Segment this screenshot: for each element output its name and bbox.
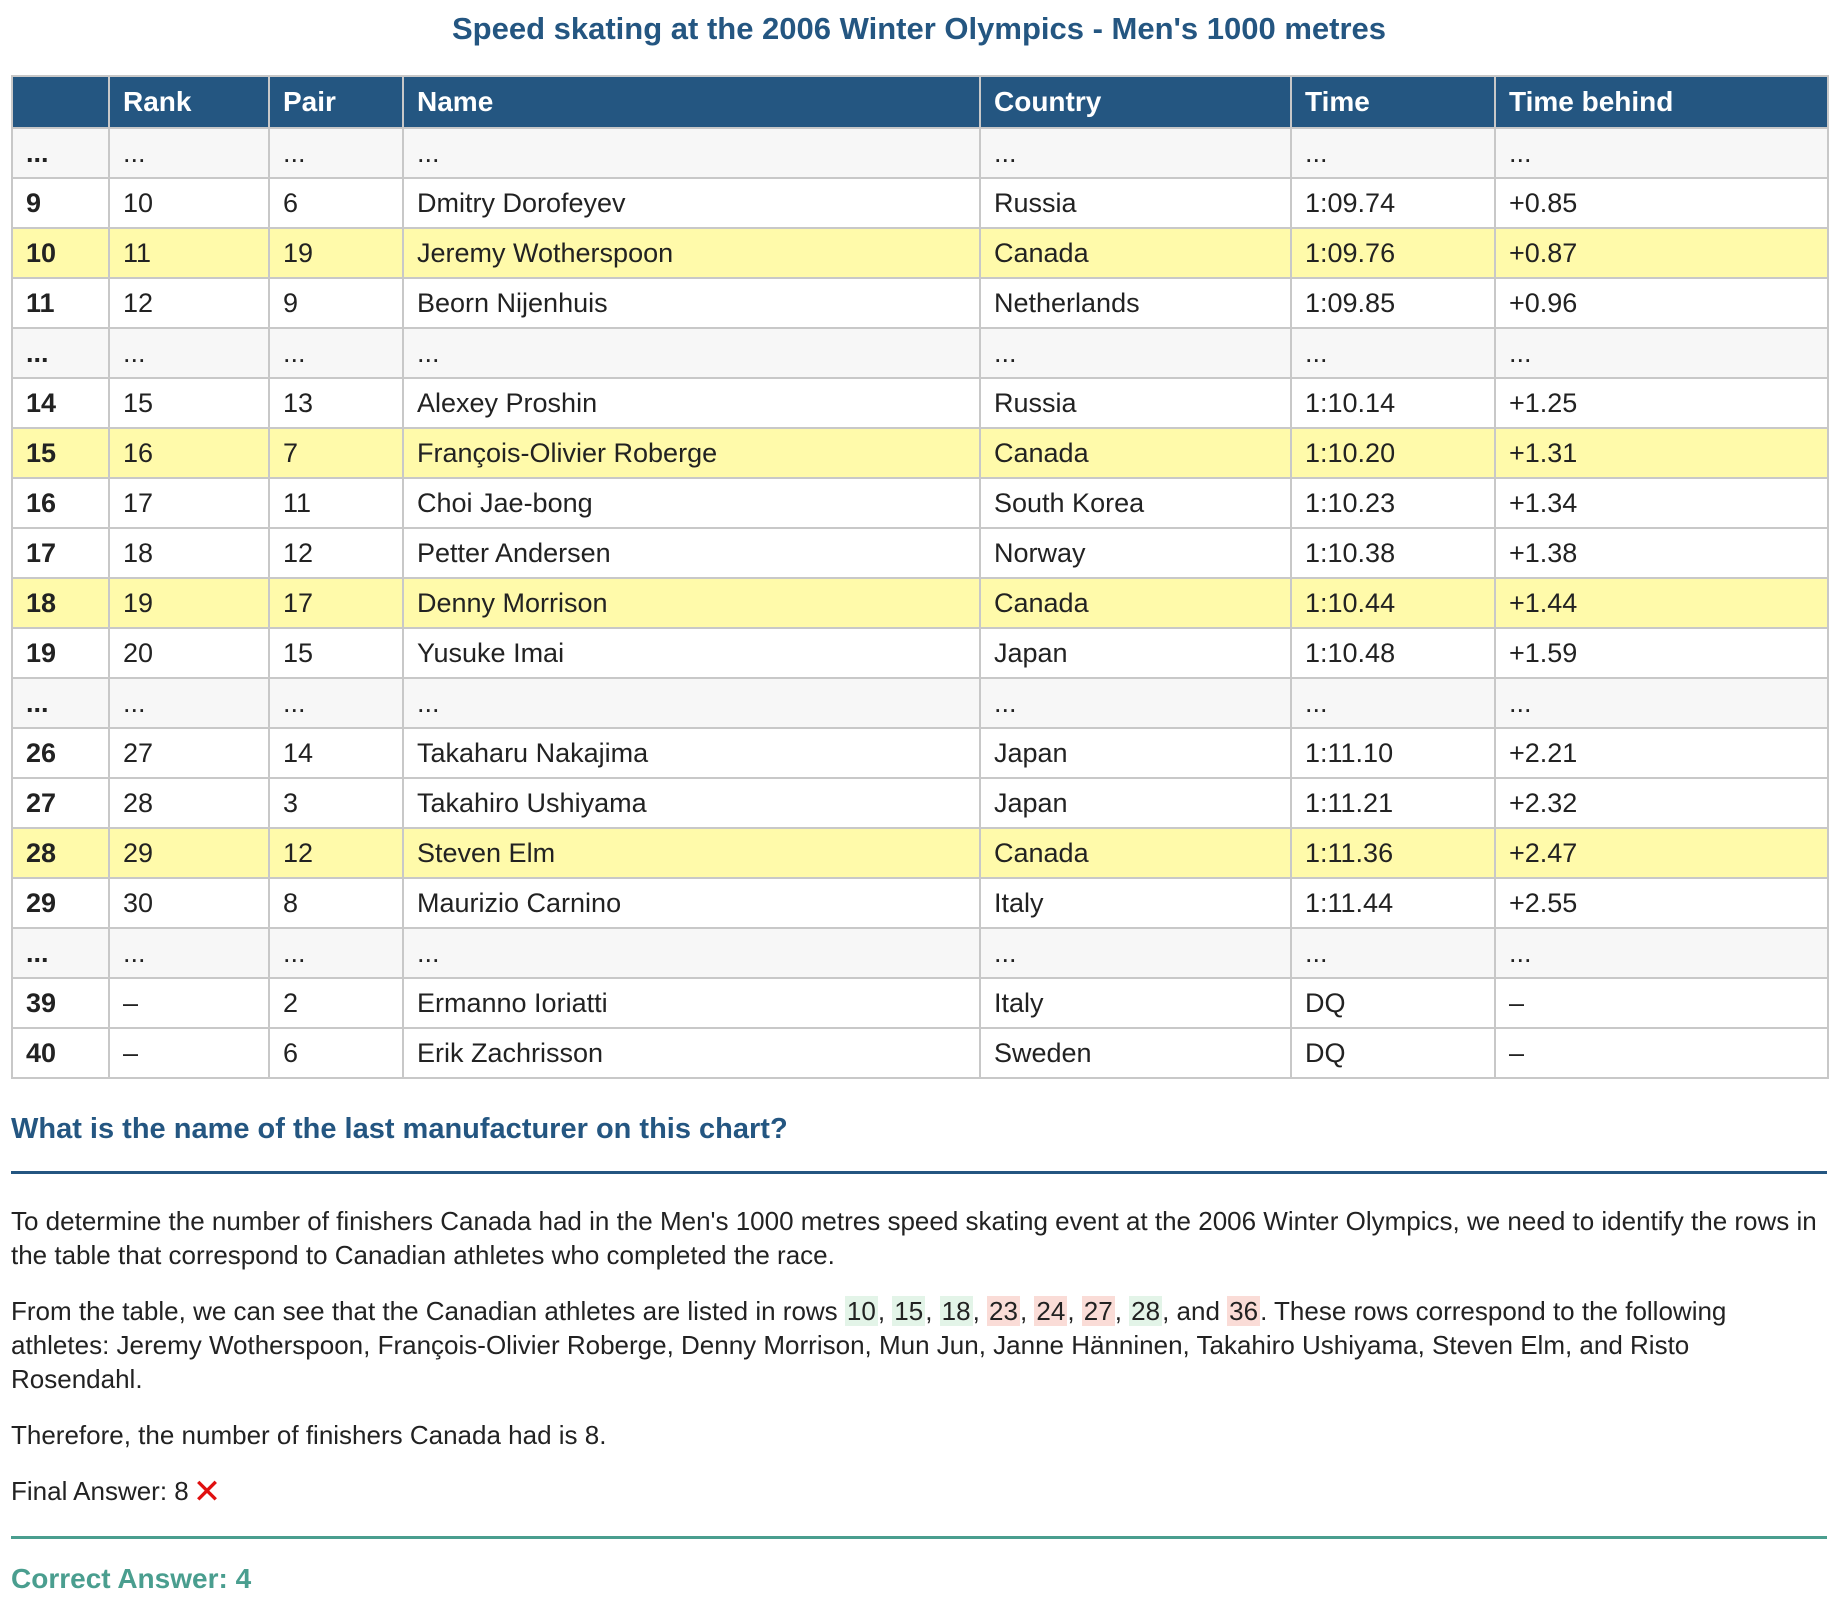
row-index-cell: 14 bbox=[12, 378, 109, 428]
results-table bbox=[11, 75, 1829, 1079]
table-cell: 11 bbox=[269, 478, 403, 528]
table-row bbox=[12, 478, 1828, 528]
table-cell: Italy bbox=[980, 978, 1291, 1028]
table-cell: ... bbox=[403, 928, 980, 978]
table-cell: 15 bbox=[269, 628, 403, 678]
answer-paragraph-2 bbox=[11, 1294, 1827, 1396]
table-cell: ... bbox=[109, 128, 269, 178]
table-cell: ... bbox=[980, 328, 1291, 378]
table-cell: 1:10.48 bbox=[1291, 628, 1495, 678]
table-cell: 30 bbox=[109, 878, 269, 928]
table-cell: Alexey Proshin bbox=[403, 378, 980, 428]
table-cell: 1:10.23 bbox=[1291, 478, 1495, 528]
table-cell: ... bbox=[403, 328, 980, 378]
table-cell: ... bbox=[1291, 128, 1495, 178]
table-cell: – bbox=[1495, 1028, 1828, 1078]
paragraph-2-prefix: From the table, we can see that the Canadian athletes are listed in rows bbox=[11, 1296, 845, 1326]
table-cell: 13 bbox=[269, 378, 403, 428]
table-body bbox=[12, 128, 1828, 1078]
table-cell: 15 bbox=[109, 378, 269, 428]
table-cell: Dmitry Dorofeyev bbox=[403, 178, 980, 228]
table-cell: Japan bbox=[980, 728, 1291, 778]
table-cell: François-Olivier Roberge bbox=[403, 428, 980, 478]
table-row bbox=[12, 178, 1828, 228]
table-cell: +1.59 bbox=[1495, 628, 1828, 678]
table-cell: ... bbox=[1495, 678, 1828, 728]
row-index-cell: 40 bbox=[12, 1028, 109, 1078]
table-cell: +0.85 bbox=[1495, 178, 1828, 228]
row-index-cell: 28 bbox=[12, 828, 109, 878]
row-index-cell: 15 bbox=[12, 428, 109, 478]
table-cell: 12 bbox=[109, 278, 269, 328]
table-cell: +1.25 bbox=[1495, 378, 1828, 428]
table-header-row bbox=[12, 76, 1828, 128]
table-cell: ... bbox=[980, 128, 1291, 178]
table-cell: 28 bbox=[109, 778, 269, 828]
table-cell: DQ bbox=[1291, 1028, 1495, 1078]
row-index-cell: 18 bbox=[12, 578, 109, 628]
table-cell: 20 bbox=[109, 628, 269, 678]
table-cell: 6 bbox=[269, 1028, 403, 1078]
row-index-cell: 29 bbox=[12, 878, 109, 928]
table-cell: Canada bbox=[980, 428, 1291, 478]
column-header: Pair bbox=[269, 76, 403, 128]
table-row bbox=[12, 428, 1828, 478]
row-index-cell: ... bbox=[12, 128, 109, 178]
table-cell: ... bbox=[269, 678, 403, 728]
table-cell: 19 bbox=[269, 228, 403, 278]
table-cell: Beorn Nijenhuis bbox=[403, 278, 980, 328]
paragraph-2-suffix: . These rows correspond to the following athletes: Jeremy Wotherspoon, François-Olivier Roberge, Denny Morrison, Mun Jun, Janne Hänninen, Takahiro Ushiyama, Steven Elm, and Risto Rosendahl. bbox=[11, 1296, 1727, 1394]
row-reference: 23 bbox=[989, 1296, 1018, 1326]
table-cell: ... bbox=[1291, 928, 1495, 978]
table-cell: 11 bbox=[109, 228, 269, 278]
table-cell: Steven Elm bbox=[403, 828, 980, 878]
table-cell: – bbox=[109, 978, 269, 1028]
table-row bbox=[12, 528, 1828, 578]
table-cell: Maurizio Carnino bbox=[403, 878, 980, 928]
table-row bbox=[12, 878, 1828, 928]
table-cell: 1:10.38 bbox=[1291, 528, 1495, 578]
table-cell: 1:09.85 bbox=[1291, 278, 1495, 328]
table-cell: 17 bbox=[269, 578, 403, 628]
answer-paragraph-1: To determine the number of finishers Canada had in the Men's 1000 metres speed skating event at the 2006 Winter Olympics, we need to identify the rows in the table that correspond to Canadian athletes who completed the race. bbox=[11, 1206, 1817, 1270]
table-cell: Netherlands bbox=[980, 278, 1291, 328]
table-cell: ... bbox=[109, 928, 269, 978]
table-row bbox=[12, 978, 1828, 1028]
table-row bbox=[12, 828, 1828, 878]
table-row bbox=[12, 1028, 1828, 1078]
table-cell: 14 bbox=[269, 728, 403, 778]
row-references: 10, 15, 18, 23, 24, 27, 28, and 36 bbox=[846, 1296, 1259, 1326]
table-cell: Russia bbox=[980, 378, 1291, 428]
column-header: Rank bbox=[109, 76, 269, 128]
row-index-cell: 9 bbox=[12, 178, 109, 228]
table-cell: 10 bbox=[109, 178, 269, 228]
table-cell: Norway bbox=[980, 528, 1291, 578]
table-row bbox=[12, 228, 1828, 278]
table-cell: Denny Morrison bbox=[403, 578, 980, 628]
row-index-cell: 26 bbox=[12, 728, 109, 778]
table-cell: Takaharu Nakajima bbox=[403, 728, 980, 778]
row-index-cell: 17 bbox=[12, 528, 109, 578]
table-row bbox=[12, 278, 1828, 328]
table-cell: Italy bbox=[980, 878, 1291, 928]
table-cell: Yusuke Imai bbox=[403, 628, 980, 678]
table-row bbox=[12, 128, 1828, 178]
table-cell: ... bbox=[269, 928, 403, 978]
table-cell: ... bbox=[109, 328, 269, 378]
table-cell: +1.44 bbox=[1495, 578, 1828, 628]
question-heading: What is the name of the last manufacturer on this chart? bbox=[11, 1113, 788, 1145]
table-cell: ... bbox=[269, 328, 403, 378]
table-row bbox=[12, 378, 1828, 428]
table-cell: ... bbox=[1495, 128, 1828, 178]
table-cell: 1:11.44 bbox=[1291, 878, 1495, 928]
table-cell: 8 bbox=[269, 878, 403, 928]
table-cell: 6 bbox=[269, 178, 403, 228]
page-title: Speed skating at the 2006 Winter Olympics - Men's 1000 metres bbox=[451, 11, 1386, 46]
table-cell: +1.34 bbox=[1495, 478, 1828, 528]
table-cell: ... bbox=[980, 678, 1291, 728]
correct-answer: Correct Answer: 4 bbox=[11, 1563, 252, 1594]
table-cell: Petter Andersen bbox=[403, 528, 980, 578]
table-cell: DQ bbox=[1291, 978, 1495, 1028]
table-cell: +1.31 bbox=[1495, 428, 1828, 478]
table-cell: 1:09.76 bbox=[1291, 228, 1495, 278]
table-cell: 1:11.36 bbox=[1291, 828, 1495, 878]
table-row bbox=[12, 928, 1828, 978]
table-cell: Takahiro Ushiyama bbox=[403, 778, 980, 828]
row-index-cell: ... bbox=[12, 678, 109, 728]
question-divider bbox=[11, 1171, 1827, 1174]
row-reference: 36 bbox=[1229, 1296, 1259, 1326]
table-cell: 29 bbox=[109, 828, 269, 878]
row-index-cell: ... bbox=[12, 928, 109, 978]
table-cell: +2.47 bbox=[1495, 828, 1828, 878]
table-cell: Russia bbox=[980, 178, 1291, 228]
table-cell: 3 bbox=[269, 778, 403, 828]
table-cell: +0.96 bbox=[1495, 278, 1828, 328]
row-reference: 10 bbox=[846, 1296, 876, 1326]
page bbox=[11, 0, 1827, 1597]
table-cell: 17 bbox=[109, 478, 269, 528]
table-row bbox=[12, 578, 1828, 628]
table-cell: ... bbox=[980, 928, 1291, 978]
table-cell: ... bbox=[403, 678, 980, 728]
table-cell: ... bbox=[403, 128, 980, 178]
table-cell: 1:09.74 bbox=[1291, 178, 1495, 228]
table-cell: 2 bbox=[269, 978, 403, 1028]
column-header: Name bbox=[403, 76, 980, 128]
table-cell: 1:11.10 bbox=[1291, 728, 1495, 778]
table-cell: ... bbox=[1495, 328, 1828, 378]
row-index-cell: 19 bbox=[12, 628, 109, 678]
table-cell: 18 bbox=[109, 528, 269, 578]
row-reference: 18 bbox=[941, 1296, 971, 1326]
table-cell: 19 bbox=[109, 578, 269, 628]
table-cell: ... bbox=[1495, 928, 1828, 978]
table-cell: 27 bbox=[109, 728, 269, 778]
table-cell: 12 bbox=[269, 528, 403, 578]
row-index-cell: 16 bbox=[12, 478, 109, 528]
table-cell: ... bbox=[1291, 678, 1495, 728]
answer-paragraph-3: Therefore, the number of finishers Canada had is 8. bbox=[11, 1420, 607, 1450]
table-cell: Jeremy Wotherspoon bbox=[403, 228, 980, 278]
table-cell: 9 bbox=[269, 278, 403, 328]
table-cell: Canada bbox=[980, 828, 1291, 878]
table-cell: 12 bbox=[269, 828, 403, 878]
table-cell: +1.38 bbox=[1495, 528, 1828, 578]
table-row bbox=[12, 778, 1828, 828]
table-cell: +0.87 bbox=[1495, 228, 1828, 278]
table-cell: 1:10.14 bbox=[1291, 378, 1495, 428]
final-answer bbox=[11, 1474, 1827, 1509]
column-header: Country bbox=[980, 76, 1291, 128]
table-cell: 1:11.21 bbox=[1291, 778, 1495, 828]
table-row bbox=[12, 728, 1828, 778]
row-index-cell: 10 bbox=[12, 228, 109, 278]
table-cell: – bbox=[109, 1028, 269, 1078]
table-cell: Erik Zachrisson bbox=[403, 1028, 980, 1078]
table-cell: Sweden bbox=[980, 1028, 1291, 1078]
row-index-cell: 39 bbox=[12, 978, 109, 1028]
column-header bbox=[12, 76, 109, 128]
row-reference: 24 bbox=[1036, 1296, 1066, 1326]
table-cell: Canada bbox=[980, 578, 1291, 628]
table-row bbox=[12, 328, 1828, 378]
final-answer-label: Final Answer: 8 bbox=[11, 1476, 189, 1506]
table-cell: Choi Jae-bong bbox=[403, 478, 980, 528]
table-cell: +2.21 bbox=[1495, 728, 1828, 778]
row-reference: 27 bbox=[1083, 1296, 1113, 1326]
table-cell: 7 bbox=[269, 428, 403, 478]
table-cell: 1:10.20 bbox=[1291, 428, 1495, 478]
wrong-mark-icon: ✕ bbox=[192, 1473, 222, 1511]
table-cell: – bbox=[1495, 978, 1828, 1028]
table-cell: Japan bbox=[980, 778, 1291, 828]
table-row bbox=[12, 678, 1828, 728]
table-cell: 16 bbox=[109, 428, 269, 478]
table-cell: ... bbox=[269, 128, 403, 178]
table-cell: Ermanno Ioriatti bbox=[403, 978, 980, 1028]
table-cell: Canada bbox=[980, 228, 1291, 278]
table-cell: ... bbox=[1291, 328, 1495, 378]
table-cell: South Korea bbox=[980, 478, 1291, 528]
row-index-cell: 11 bbox=[12, 278, 109, 328]
table-cell: +2.55 bbox=[1495, 878, 1828, 928]
table-cell: ... bbox=[109, 678, 269, 728]
table-cell: 1:10.44 bbox=[1291, 578, 1495, 628]
row-index-cell: ... bbox=[12, 328, 109, 378]
row-reference: 15 bbox=[894, 1296, 924, 1326]
row-index-cell: 27 bbox=[12, 778, 109, 828]
table-cell: +2.32 bbox=[1495, 778, 1828, 828]
table-cell: Japan bbox=[980, 628, 1291, 678]
answer-divider bbox=[11, 1536, 1827, 1539]
column-header: Time behind bbox=[1495, 76, 1828, 128]
row-reference: 28 bbox=[1131, 1296, 1161, 1326]
table-row bbox=[12, 628, 1828, 678]
column-header: Time bbox=[1291, 76, 1495, 128]
